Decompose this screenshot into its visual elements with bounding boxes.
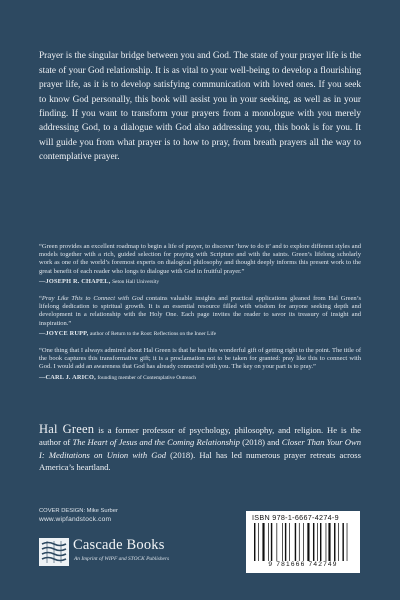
quote-body: contains valuable insights and practical applications gleaned from Hal Green’s lifelong dedication to spiritual growth. It is an essential resource filled with wisdom for anyone seeking depth and development in a relationship with the Holy One. Each page invites the reader to savor its treasury of insight and inspiration.”	[39, 295, 362, 327]
endorsement-attribution	[39, 374, 361, 382]
endorser-name: —CARL J. ARICO,	[39, 373, 96, 381]
endorsement-attribution	[39, 330, 361, 338]
book-title: The Heart of Jesus and the Coming Relationship	[72, 437, 240, 448]
endorsement-rupp	[39, 295, 361, 338]
endorsement-attribution	[39, 278, 361, 286]
book-title: Closer Than Your Own I: Meditations on Union with God	[39, 437, 362, 460]
publisher-name: Cascade Books	[73, 537, 165, 553]
publisher-url: www.wipfandstock.com	[39, 515, 112, 523]
bio-text: (2018) and	[239, 437, 282, 448]
endorsement-text: “Green provides an excellent roadmap to begin a life of prayer, to discover ‘how to do it’ and to explore different styles and models together with a rich, guided selection for praying with Scripture and with the saints. Green’s lifelong scholarly work as one of the world’s foremost experts on dialogical philosophy and thought deeply informs this present work to the great benefit of each reader who longs to dialogue with God in fruitful prayer.”	[39, 243, 361, 275]
endorsement-arico	[39, 347, 361, 382]
cover-design-credit: COVER DESIGN: Mike Surber	[39, 508, 118, 514]
isbn-text: ISBN 978-1-6667-4274-9	[252, 513, 339, 522]
cascade-waterfall-logo-icon	[39, 538, 69, 566]
credits	[39, 508, 118, 523]
isbn-barcode	[246, 511, 360, 573]
author-bio	[39, 423, 361, 474]
endorser-affiliation: author of Return to the Root: Reflections on the Inner Life	[89, 330, 217, 337]
bio-text: is a former professor of psychology, philosophy, and religion. He is the author of	[39, 424, 361, 448]
publisher-tagline: An Imprint of WIPF and STOCK Publishers	[74, 556, 170, 562]
bio-text: (2018). Hal has led numerous prayer retreats across America’s heartland.	[39, 449, 361, 473]
publisher-block	[39, 536, 219, 572]
book-blurb: Prayer is the singular bridge between you and God. The state of your prayer life is the state of your God relationship. It is as vital to your well-being to develop a flourishing prayer life, as it is to develop satisfying communication with loved ones. If you seek to know God personally, this book will assist you in your seeking, as well as in your finding. If you want to transform your prayers from a monologue with you merely addressing God, to a dialogue with God also addressing you, this book is for you. It will guide you from what prayer is to how to pray, from breath prayers all the way to contemplative prayer.	[39, 51, 361, 163]
endorser-affiliation: founding member of Contemplative Outreach	[97, 374, 196, 381]
endorsement-text	[39, 295, 361, 328]
endorser-name: —JOSEPH R. CHAPEL,	[39, 277, 111, 285]
endorser-name: —JOYCE RUPP,	[39, 329, 89, 337]
endorsement-text: “One thing that I always admired about Hal Green is that he has this wonderful gift of getting right to the point. The title of the book captures this transformative gift; it is a proclamation not to be taken for granted: pray like this to connect with God. I would add an awareness that God has already connected with you. The key on your part is to pray.”	[39, 347, 361, 371]
quote-open-mark: “	[39, 295, 42, 303]
endorsements	[39, 243, 361, 391]
barcode-digits: 9 781666 742749	[268, 561, 338, 568]
barcode-bars	[252, 523, 354, 561]
endorsement-chapel	[39, 243, 361, 286]
author-name: Hal Green	[39, 421, 95, 436]
endorser-affiliation: Seton Hall University	[112, 278, 160, 285]
book-title: Pray Like This to Connect with God	[41, 295, 144, 303]
